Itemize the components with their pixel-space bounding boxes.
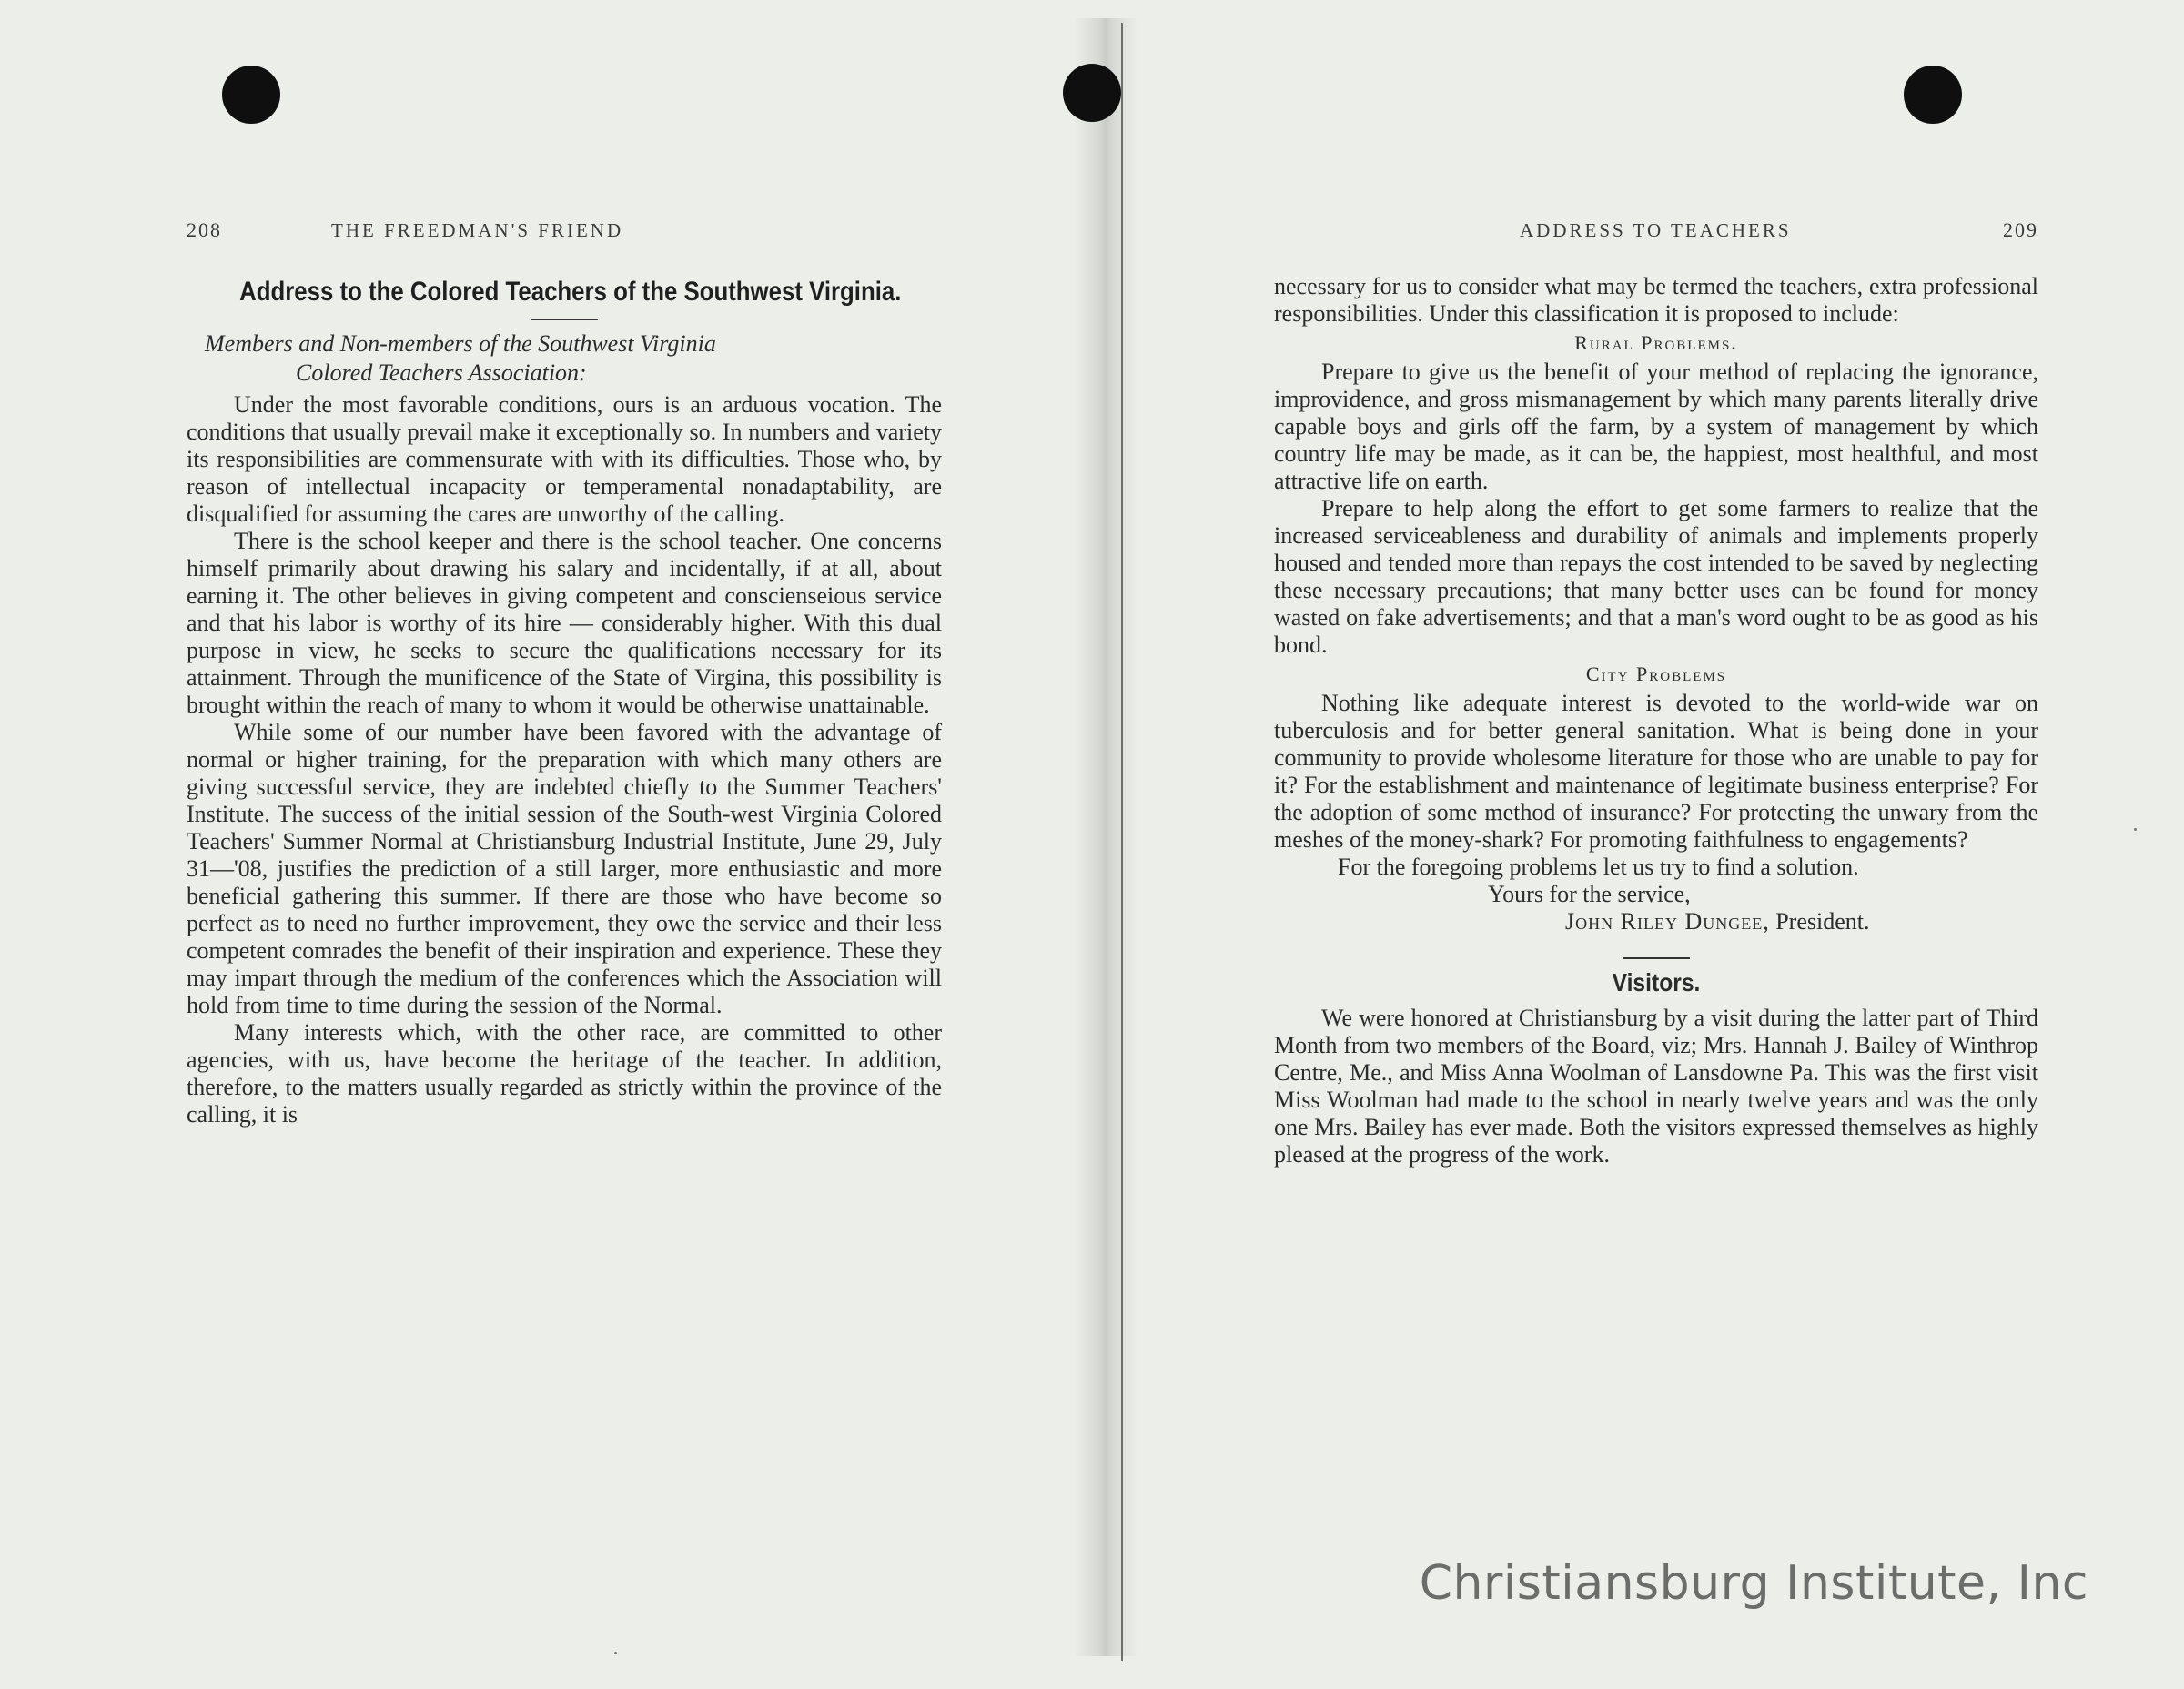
signature-name: John Riley Dungee,	[1565, 908, 1770, 935]
article-title: Address to the Colored Teachers of the Southwest Virginia.	[239, 277, 902, 307]
title-rule	[531, 319, 598, 320]
binder-hole-center	[1063, 64, 1121, 122]
right-running-title: ADDRESS TO TEACHERS	[1520, 219, 1792, 241]
salutation-line-1: Members and Non-members of the Southwest Virginia	[205, 330, 716, 357]
right-page	[1274, 218, 2038, 1168]
visitors-rule	[1623, 957, 1690, 959]
city-problems-heading: City Problems	[1585, 662, 1727, 685]
salutation-line-2: Colored Teachers Association:	[296, 359, 587, 386]
city-paragraph: Nothing like adequate interest is devoted to the world-wide war on tuberculosis and for better general sanitation. What is being done in your community to provide wholesome literature for those who are unable to pay for it? For the establishment and maintenance of legitimate business enterprise? For the adoption of some method of insurance? For protecting the unwary from the meshes of the money-shark? For promoting faithfulness to engagements?	[1274, 690, 2038, 853]
left-running-title: THE FREEDMAN'S FRIEND	[331, 219, 624, 241]
left-paragraph-4: Many interests which, with the other race, are committed to other agencies, with us, have become the heritage of the teacher. In addition, therefore, to the matters usually regarded as strictly within the province of the calling, it is	[187, 1019, 942, 1128]
rural-paragraph-1: Prepare to give us the benefit of your method of replacing the ignorance, improvidence, and gross mismanagement by which many parents literally drive capable boys and girls off the farm, by a system of management by which country life may be made, as it can be, the happiest, most healthful, and most attractive life on earth.	[1274, 359, 2038, 494]
gutter-line	[1121, 23, 1123, 1661]
rural-problems-heading: Rural Problems.	[1574, 331, 1738, 354]
left-paragraph-1: Under the most favorable conditions, ours is an arduous vocation. The conditions that usually prevail make it exceptionally so. In numbers and variety its responsibilities are commensurate with with its difficulties. Those who, by reason of intellectual incapacity or temperamental nonadaptability, are disqualified for assuming the cares are unworthy of the calling.	[187, 391, 942, 527]
paper-speck	[614, 1652, 617, 1654]
signature-title: President.	[1775, 908, 1870, 935]
left-running-head	[187, 218, 942, 255]
salutation	[205, 329, 942, 388]
rural-paragraph-2: Prepare to help along the effort to get some farmers to realize that the increased serviceableness and durability of animals and implements properly housed and tended more than repays the cost intended to be saved by neglecting these necessary precautions; that many better uses can be found for money wasted on fake advertisements; and that a man's word ought to be as good as his bond.	[1274, 495, 2038, 658]
watermark: Christiansburg Institute, Inc	[1419, 1556, 2088, 1611]
book-gutter	[1074, 18, 1138, 1656]
right-page-number: 209	[2003, 218, 2038, 241]
left-paragraph-2: There is the school keeper and there is the school teacher. One concerns himself primarily about drawing his salary and incidentally, if at all, about earning it. The other believes in giving competent and conscienseious service and that his labor is worthy of its hire — considerably higher. With this dual purpose in view, he seeks to secure the qualifications necessary for its attainment. Through the munificence of the State of Virgina, this possibility is brought within the reach of many to whom it would be otherwise unattainable.	[187, 528, 942, 718]
left-paragraph-3: While some of our number have been favored with the advantage of normal or higher training, for the preparation with which many others are giving successful service, they are indebted chiefly to the Summer Teachers' Institute. The success of the initial session of the South-west Virginia Colored Teachers' Summer Normal at Christiansburg Industrial Institute, June 29, July 31—'08, justifies the prediction of a still larger, more enthusiastic and more beneficial gathering this summer. If there are those who have become so perfect as to need no further improvement, they owe the service and their less competent comrades the benefit of their inspiration and experience. These they may impart through the medium of the conferences which the Association will hold from time to time during the session of the Normal.	[187, 719, 942, 1018]
closing-block	[1274, 854, 2038, 936]
closing-line-2: Yours for the service,	[1488, 881, 1691, 907]
right-opening-paragraph: necessary for us to consider what may be termed the teachers, extra professional responsibilities. Under this classification it is proposed to include:	[1274, 273, 2038, 327]
visitors-title: Visitors.	[1612, 968, 1701, 996]
right-running-head	[1274, 218, 2038, 255]
binder-hole-right	[1904, 66, 1962, 124]
left-page	[187, 218, 942, 1128]
binder-hole-left	[222, 66, 280, 124]
closing-line-1: For the foregoing problems let us try to find a solution.	[1338, 854, 1859, 880]
signature	[1274, 908, 2038, 936]
left-page-number: 208	[187, 218, 222, 241]
paper-speck	[2134, 828, 2137, 831]
visitors-paragraph: We were honored at Christiansburg by a visit during the latter part of Third Month from two members of the Board, viz; Mrs. Hannah J. Bailey of Winthrop Centre, Me., and Miss Anna Woolman of Lansdowne Pa. This was the first visit Miss Woolman had made to the school in nearly twelve years and was the only one Mrs. Bailey has ever made. Both the visitors expressed themselves as highly pleased at the progress of the work.	[1274, 1005, 2038, 1168]
